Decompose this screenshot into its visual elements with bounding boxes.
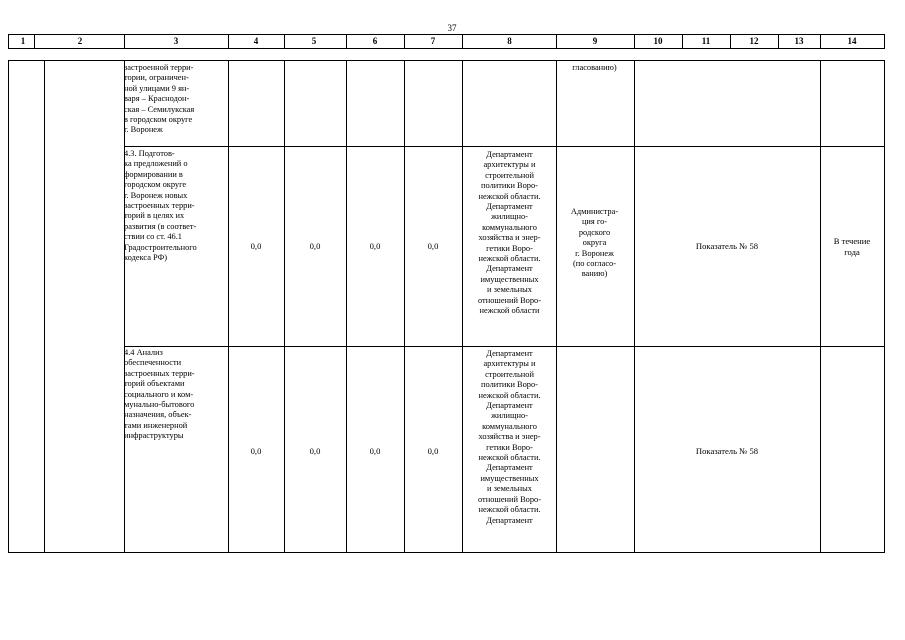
text-line: коммунального <box>482 222 537 232</box>
header-divider <box>884 34 885 48</box>
text-line: и земельных <box>487 484 532 494</box>
column-header-2: 2 <box>77 36 83 46</box>
text-line: торий объектами <box>124 379 185 389</box>
text-line: строительной <box>485 369 534 379</box>
text-line: Департамент <box>486 202 533 212</box>
text-line: жилищно- <box>491 212 528 222</box>
text-line: ция го- <box>581 217 608 227</box>
body-top-rule <box>8 60 885 61</box>
text-line: коммунального <box>482 421 537 431</box>
row3-indicator: Показатель № 58 <box>695 446 759 456</box>
text-line: Департамент <box>486 515 533 525</box>
text-line: строительной <box>485 170 534 180</box>
text-line: назначения, объек- <box>124 410 192 420</box>
text-line: жилищно- <box>491 411 528 421</box>
row3-executors <box>463 349 556 526</box>
row-divider <box>124 346 885 347</box>
row2-indicator: Показатель № 58 <box>695 241 759 251</box>
column-rule <box>284 60 285 552</box>
header-divider <box>404 34 405 48</box>
text-line: нежской области. <box>478 505 541 515</box>
text-line: мунально-бытового <box>124 400 195 410</box>
row1-description <box>124 63 228 136</box>
text-line: отношений Воро- <box>477 494 542 504</box>
header-divider <box>556 34 557 48</box>
text-line: политики Воро- <box>481 181 538 191</box>
row2-description <box>124 149 228 263</box>
row2-col5-value: 0,0 <box>309 241 321 251</box>
text-line: хозяйства и энер- <box>478 432 541 442</box>
text-line: инфраструктуры <box>124 431 184 441</box>
text-line: тории, ограничен- <box>124 73 189 83</box>
text-line: варя – Краснодон- <box>124 94 190 104</box>
column-rule <box>228 60 229 552</box>
text-line: гласованию) <box>572 63 617 72</box>
header-divider <box>778 34 779 48</box>
header-bottom-rule <box>8 48 885 49</box>
text-line: округа <box>582 238 607 248</box>
text-line: нежской области. <box>478 191 541 201</box>
text-line: Градостроительного <box>124 242 197 252</box>
text-line: обеспеченности <box>124 358 182 368</box>
column-header-14: 14 <box>847 36 857 46</box>
row1-participant <box>556 63 633 73</box>
text-line: застроенных терри- <box>124 368 195 378</box>
text-line: нежской области. <box>478 453 541 463</box>
row3-col5-value: 0,0 <box>309 446 321 456</box>
text-line: отношений Воро- <box>477 295 542 305</box>
column-header-13: 13 <box>794 36 804 46</box>
header-divider <box>284 34 285 48</box>
text-line: социального и ком- <box>124 389 194 399</box>
text-line: ванию) <box>581 269 608 279</box>
column-header-8: 8 <box>507 36 512 46</box>
header-divider <box>8 34 9 48</box>
column-rule <box>8 60 9 552</box>
column-header-7: 7 <box>430 36 436 46</box>
text-line: ка предложений о <box>124 159 188 169</box>
column-header-5: 5 <box>311 36 317 46</box>
text-line: и земельных <box>487 285 532 295</box>
column-header-11: 11 <box>701 36 711 46</box>
text-line: (по согласо- <box>572 259 617 269</box>
header-divider <box>124 34 125 48</box>
column-rule <box>44 60 45 552</box>
text-line: г. Воронеж <box>124 125 163 135</box>
body-bottom-rule <box>8 552 885 553</box>
text-line: 4.3. Подготов- <box>124 149 175 158</box>
text-line: политики Воро- <box>481 380 538 390</box>
text-line: архитектуры и <box>483 160 536 170</box>
text-line: нежской области. <box>478 254 541 264</box>
header-divider <box>34 34 35 48</box>
column-header-4: 4 <box>253 36 259 46</box>
text-line: тами инженерной <box>124 420 188 430</box>
text-line: городском округе <box>124 180 187 190</box>
column-rule <box>884 60 885 552</box>
text-line: Департамент <box>486 264 533 274</box>
text-line: 4.4 Анализ <box>124 348 163 357</box>
text-line: нежской области. <box>478 390 541 400</box>
column-rule <box>346 60 347 552</box>
row2-col4-value: 0,0 <box>250 241 262 251</box>
row2-col6-value: 0,0 <box>369 241 381 251</box>
column-header-1: 1 <box>20 36 26 46</box>
header-divider <box>820 34 821 48</box>
header-divider <box>228 34 229 48</box>
row3-col4-value: 0,0 <box>250 446 262 456</box>
text-line: застроенных терри- <box>124 201 195 211</box>
header-divider <box>462 34 463 48</box>
text-line: имущественных <box>480 274 539 284</box>
row3-col7-value: 0,0 <box>427 446 439 456</box>
text-line: Департамент <box>486 349 533 358</box>
text-line: в городском округе <box>124 115 193 125</box>
text-line: торий в целях их <box>124 211 185 221</box>
header-divider <box>634 34 635 48</box>
text-line: ствии со ст. 46.1 <box>124 232 182 242</box>
text-line: гетики Воро- <box>486 442 533 452</box>
row-divider <box>124 146 885 147</box>
header-top-rule <box>8 34 885 35</box>
text-line: ская – Семилукская <box>124 104 195 114</box>
row2-col7-value: 0,0 <box>427 241 439 251</box>
row2-deadline <box>820 236 884 257</box>
page-number: 37 <box>447 23 457 33</box>
text-line: г. Воронеж новых <box>124 190 188 200</box>
text-line: кодекса РФ) <box>124 253 167 263</box>
column-header-10: 10 <box>653 36 663 46</box>
column-rule <box>634 60 635 552</box>
row2-participant <box>556 207 633 280</box>
text-line: Департамент <box>486 401 533 411</box>
text-line: формировании в <box>124 169 183 179</box>
text-line: Администра- <box>570 207 619 216</box>
text-line: застроенной терри- <box>124 63 194 72</box>
text-line: развития (в соответ- <box>124 221 197 231</box>
row3-col6-value: 0,0 <box>369 446 381 456</box>
text-line: г. Воронеж <box>575 248 614 258</box>
column-header-3: 3 <box>173 36 179 46</box>
text-line: родского <box>578 227 611 237</box>
column-header-9: 9 <box>592 36 598 46</box>
header-divider <box>682 34 683 48</box>
row2-executors <box>463 150 556 317</box>
text-line: хозяйства и энер- <box>478 233 541 243</box>
column-rule <box>820 60 821 552</box>
column-rule <box>556 60 557 552</box>
row3-description <box>124 348 228 442</box>
text-line: ной улицами 9 ян- <box>124 83 190 93</box>
text-line: В течение <box>833 236 871 246</box>
column-header-6: 6 <box>372 36 378 46</box>
column-header-12: 12 <box>749 36 759 46</box>
text-line: архитектуры и <box>483 359 536 369</box>
text-line: Департамент <box>486 150 533 159</box>
text-line: нежской области <box>479 306 540 316</box>
header-divider <box>346 34 347 48</box>
text-line: года <box>844 246 860 257</box>
text-line: имущественных <box>480 473 539 483</box>
text-line: Департамент <box>486 463 533 473</box>
text-line: гетики Воро- <box>486 243 533 253</box>
column-rule <box>404 60 405 552</box>
header-divider <box>730 34 731 48</box>
